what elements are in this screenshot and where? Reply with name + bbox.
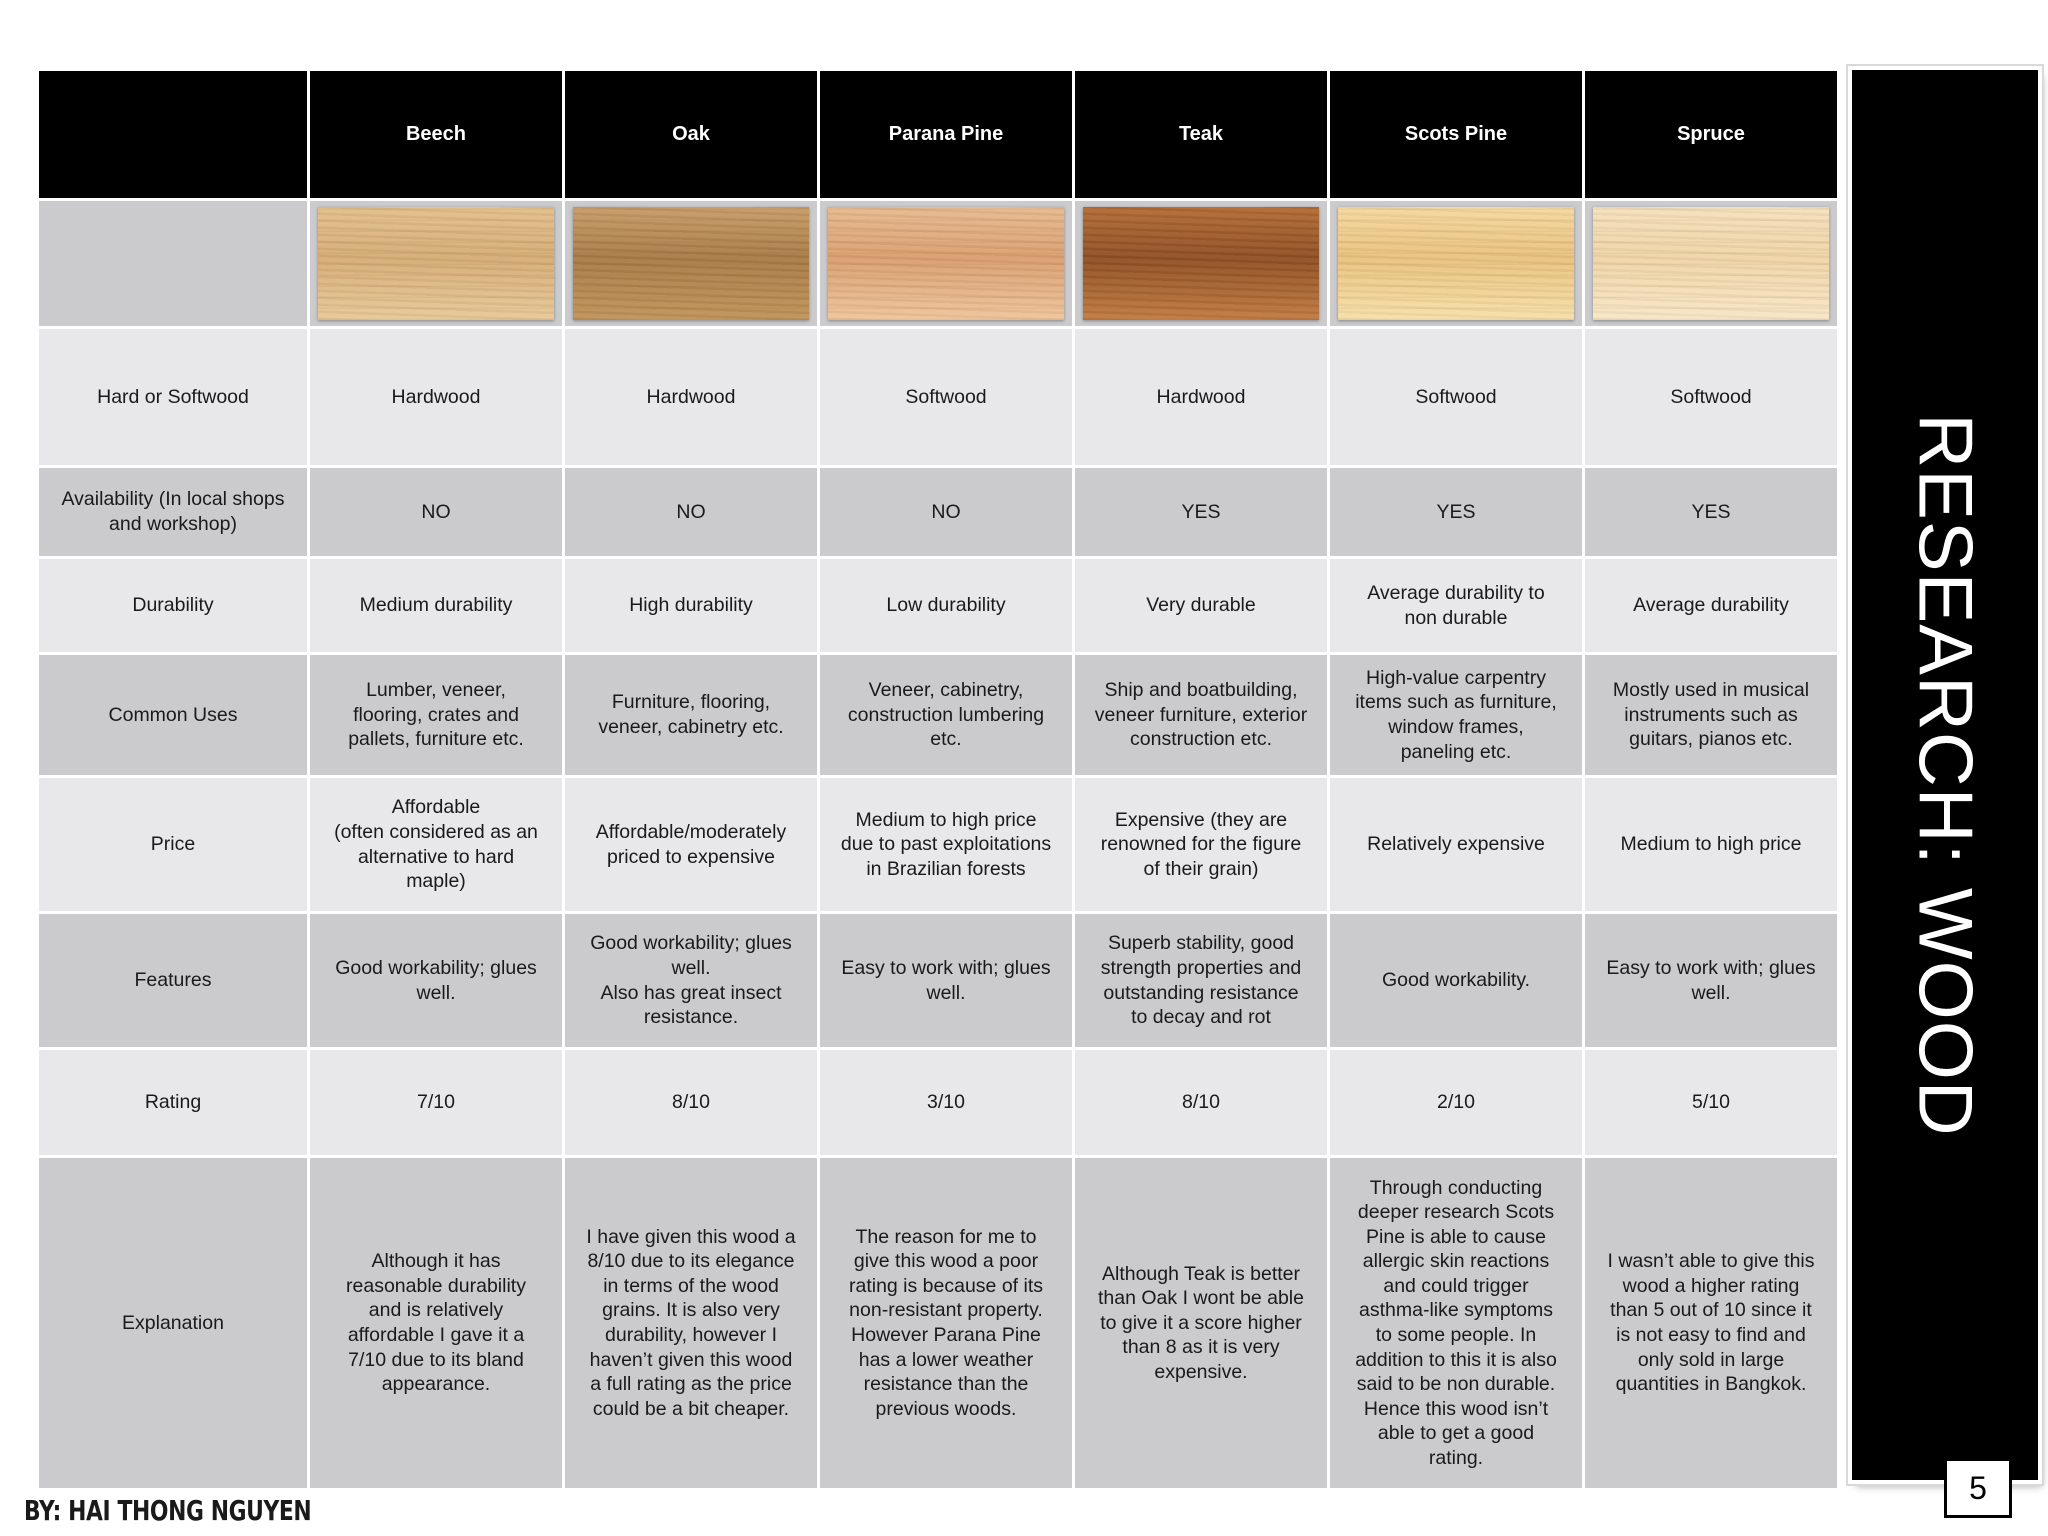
table-cell: 8/10 bbox=[565, 1050, 817, 1155]
table-cell: Expensive (they are renowned for the figure of their grain) bbox=[1075, 778, 1327, 911]
row-label: Price bbox=[39, 778, 307, 911]
row-label: Availability (In local shops and workshop) bbox=[39, 468, 307, 556]
table-cell: 3/10 bbox=[820, 1050, 1072, 1155]
row-label: Hard or Softwood bbox=[39, 329, 307, 465]
header-scots-pine: Scots Pine bbox=[1330, 71, 1582, 198]
table-cell: Very durable bbox=[1075, 559, 1327, 652]
table-cell: Relatively expensive bbox=[1330, 778, 1582, 911]
table-cell: YES bbox=[1585, 468, 1837, 556]
table-cell: The reason for me to give this wood a poor rating is because of its non-resistant property. However Parana Pine has a lower weather resistance than the previous woods. bbox=[820, 1158, 1072, 1488]
table-cell: Hardwood bbox=[310, 329, 562, 465]
side-title: RESEARCH: WOOD bbox=[1902, 413, 1988, 1137]
table-cell: Softwood bbox=[1330, 329, 1582, 465]
table-cell: Average durability bbox=[1585, 559, 1837, 652]
row-label: Rating bbox=[39, 1050, 307, 1155]
row-label: Features bbox=[39, 914, 307, 1047]
table-cell: Through conducting deeper research Scots Pine is able to cause allergic skin reactions and could trigger asthma-like symptoms to some people. In addition to this it is also said to be non durable. Hence this wood isn’t able to get a good rating. bbox=[1330, 1158, 1582, 1488]
table-cell: Easy to work with; glues well. bbox=[820, 914, 1072, 1047]
table-cell: High durability bbox=[565, 559, 817, 652]
table-cell: Affordable/moderately priced to expensive bbox=[565, 778, 817, 911]
table-cell: 7/10 bbox=[310, 1050, 562, 1155]
table-cell: 5/10 bbox=[1585, 1050, 1837, 1155]
page-number: 5 bbox=[1944, 1458, 2012, 1518]
table-cell: 2/10 bbox=[1330, 1050, 1582, 1155]
wood-texture-swatch bbox=[828, 207, 1064, 320]
swatch-cell bbox=[310, 201, 562, 326]
table-cell: YES bbox=[1330, 468, 1582, 556]
table-cell: Hardwood bbox=[565, 329, 817, 465]
table-cell: Furniture, flooring, veneer, cabinetry etc. bbox=[565, 655, 817, 775]
table-cell: NO bbox=[565, 468, 817, 556]
table-cell: Average durability to non durable bbox=[1330, 559, 1582, 652]
table-cell: NO bbox=[820, 468, 1072, 556]
table-cell: Good workability. bbox=[1330, 914, 1582, 1047]
author-credit: BY: HAI THONG NGUYEN bbox=[24, 1494, 312, 1527]
header-oak: Oak bbox=[565, 71, 817, 198]
table-cell: Softwood bbox=[1585, 329, 1837, 465]
table-cell: Although Teak is better than Oak I wont be able to give it a score higher than 8 as it is very expensive. bbox=[1075, 1158, 1327, 1488]
swatch-cell bbox=[1330, 201, 1582, 326]
swatch-cell bbox=[565, 201, 817, 326]
table-cell: Hardwood bbox=[1075, 329, 1327, 465]
table-cell: Ship and boatbuilding, veneer furniture, exterior construction etc. bbox=[1075, 655, 1327, 775]
table-cell: Superb stability, good strength properties and outstanding resistance to decay and rot bbox=[1075, 914, 1327, 1047]
swatch-cell bbox=[1075, 201, 1327, 326]
swatch-cell bbox=[820, 201, 1072, 326]
table-cell: Medium to high price due to past exploitations in Brazilian forests bbox=[820, 778, 1072, 911]
table-cell: Affordable (often considered as an alternative to hard maple) bbox=[310, 778, 562, 911]
table-cell: Good workability; glues well. Also has great insect resistance. bbox=[565, 914, 817, 1047]
row-label: Explanation bbox=[39, 1158, 307, 1488]
table-cell: I wasn’t able to give this wood a higher rating than 5 out of 10 since it is not easy to find and only sold in large quantities in Bangkok. bbox=[1585, 1158, 1837, 1488]
table-cell: NO bbox=[310, 468, 562, 556]
table-cell: Medium to high price bbox=[1585, 778, 1837, 911]
wood-comparison-table bbox=[39, 71, 1821, 1471]
header-parana-pine: Parana Pine bbox=[820, 71, 1072, 198]
wood-texture-swatch bbox=[573, 207, 809, 320]
table-cell: Medium durability bbox=[310, 559, 562, 652]
table-cell: Softwood bbox=[820, 329, 1072, 465]
table-cell: I have given this wood a 8/10 due to its elegance in terms of the wood grains. It is also very durability, however I haven’t given this wood a full rating as the price could be a bit cheaper. bbox=[565, 1158, 817, 1488]
table-cell: Although it has reasonable durability and is relatively affordable I gave it a 7/10 due to its bland appearance. bbox=[310, 1158, 562, 1488]
table-cell: 8/10 bbox=[1075, 1050, 1327, 1155]
swatch-row-label-cell bbox=[39, 201, 307, 326]
table-cell: YES bbox=[1075, 468, 1327, 556]
header-corner-cell bbox=[39, 71, 307, 198]
wood-texture-swatch bbox=[1338, 207, 1574, 320]
header-teak: Teak bbox=[1075, 71, 1327, 198]
wood-texture-swatch bbox=[1083, 207, 1319, 320]
table-cell: Veneer, cabinetry, construction lumbering etc. bbox=[820, 655, 1072, 775]
row-label: Common Uses bbox=[39, 655, 307, 775]
side-title-panel bbox=[1852, 70, 2038, 1480]
wood-texture-swatch bbox=[318, 207, 554, 320]
swatch-cell bbox=[1585, 201, 1837, 326]
header-beech: Beech bbox=[310, 71, 562, 198]
table-cell: Mostly used in musical instruments such as guitars, pianos etc. bbox=[1585, 655, 1837, 775]
table-cell: Easy to work with; glues well. bbox=[1585, 914, 1837, 1047]
table-cell: Low durability bbox=[820, 559, 1072, 652]
table-cell: Lumber, veneer, flooring, crates and pallets, furniture etc. bbox=[310, 655, 562, 775]
table-cell: High-value carpentry items such as furniture, window frames, paneling etc. bbox=[1330, 655, 1582, 775]
wood-texture-swatch bbox=[1593, 207, 1829, 320]
row-label: Durability bbox=[39, 559, 307, 652]
header-spruce: Spruce bbox=[1585, 71, 1837, 198]
table-cell: Good workability; glues well. bbox=[310, 914, 562, 1047]
